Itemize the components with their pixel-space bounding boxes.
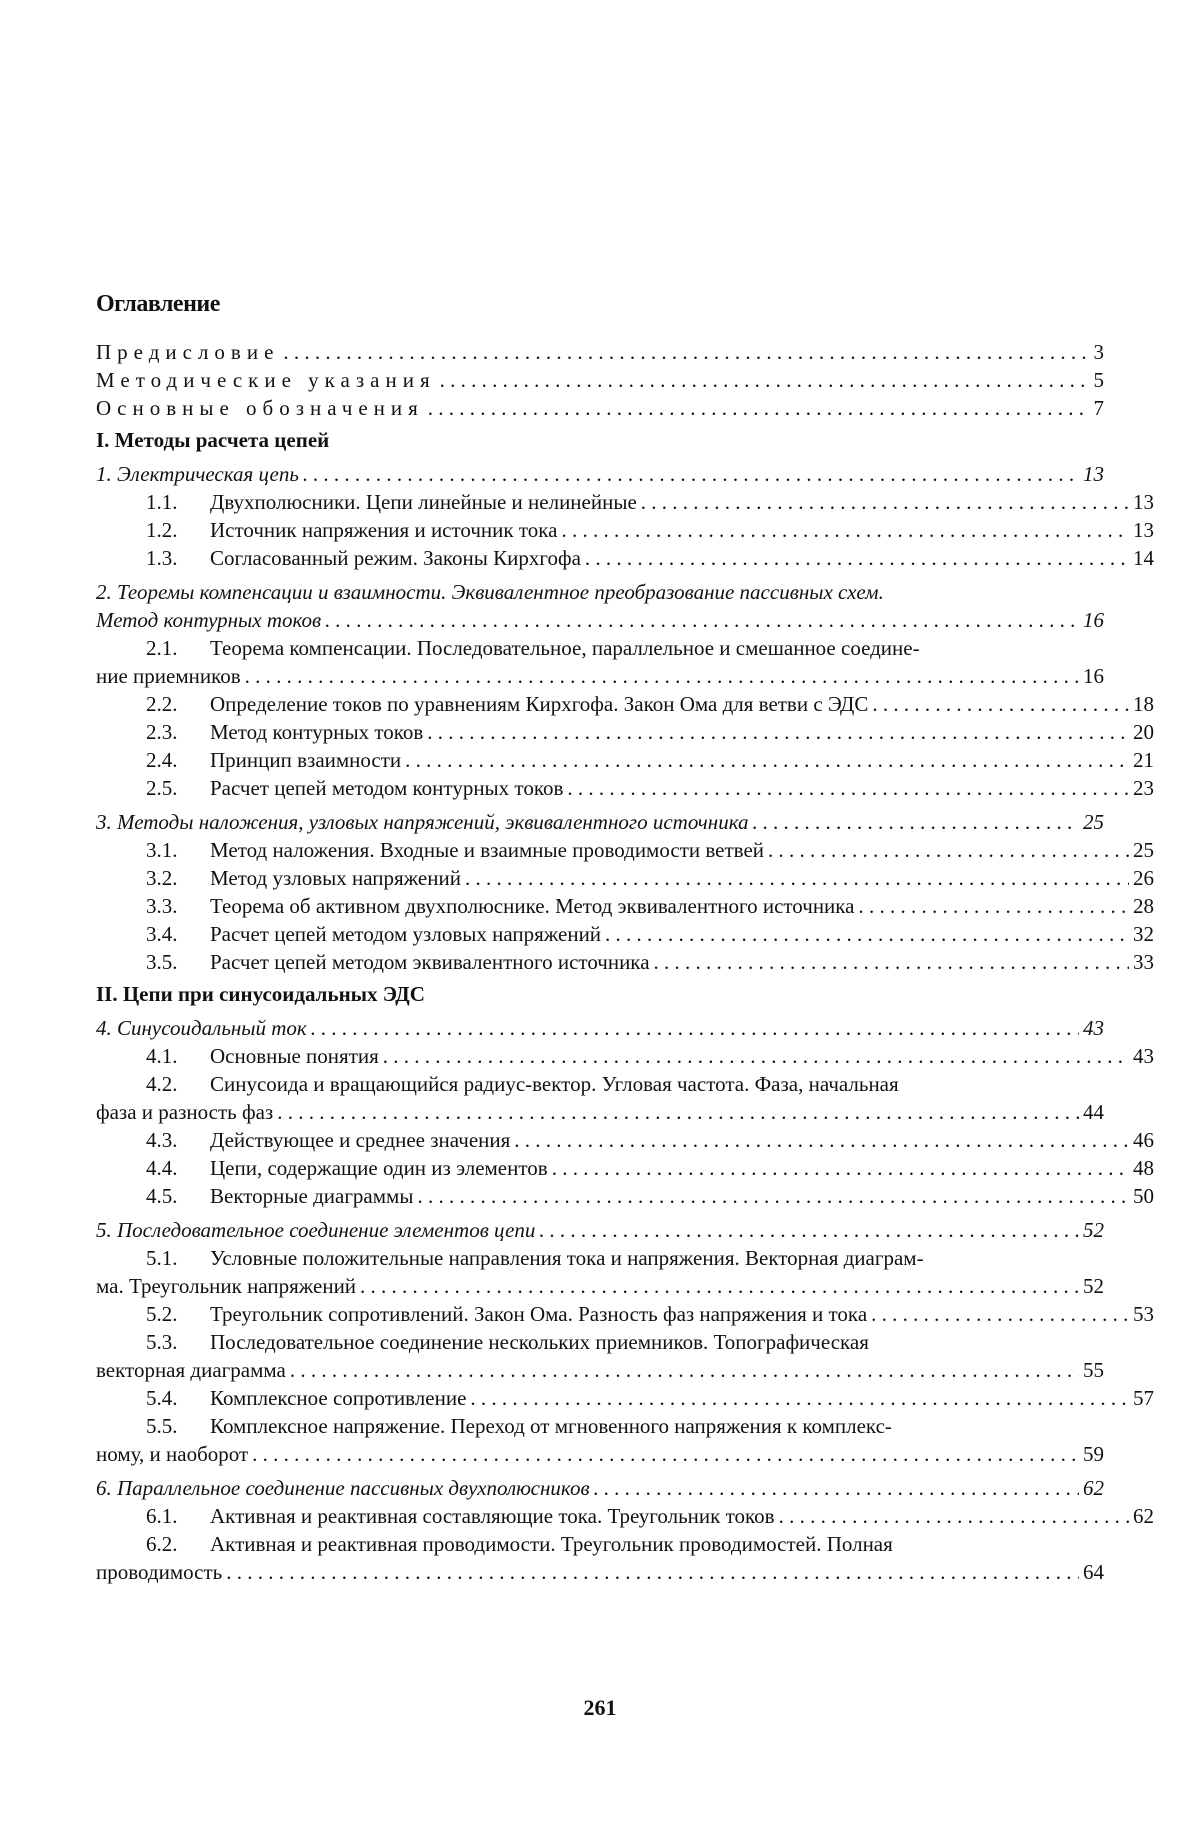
leader-dots (552, 1154, 1129, 1182)
section-number: 3.3. (146, 894, 178, 918)
toc-entry-text: Метод контурных токов (210, 720, 424, 744)
toc-entry-text: Методические указания (96, 368, 436, 392)
toc-section (96, 1126, 1154, 1154)
toc-section (96, 920, 1154, 948)
toc-entry-text: 6. Параллельное соединение пассивных двухполюсников (96, 1476, 590, 1500)
toc-entry-text: Метод наложения. Входные и взаимные проводимости ветвей (210, 838, 764, 862)
section-number: 4.1. (146, 1044, 178, 1068)
toc-page: 14 (1133, 546, 1154, 570)
toc-entry-text: проводимость (96, 1560, 223, 1584)
leader-dots (753, 808, 1079, 836)
section-number: 2.5. (146, 776, 178, 800)
section-number: 4.2. (146, 1072, 178, 1096)
toc-page: 55 (1083, 1358, 1104, 1382)
toc-entry-text: Теорема об активном двухполюснике. Метод эквивалентного источника (210, 894, 855, 918)
section-number: 1.3. (146, 546, 178, 570)
leader-dots (539, 1216, 1079, 1244)
toc-page: 18 (1133, 692, 1154, 716)
leader-dots (226, 1558, 1079, 1586)
toc-page: 16 (1083, 664, 1104, 688)
toc-section (96, 1244, 1104, 1300)
page-number: 261 (583, 1695, 617, 1720)
toc-section (96, 1530, 1104, 1586)
leader-dots (303, 460, 1079, 488)
toc-section (96, 892, 1154, 920)
toc-page: 25 (1133, 838, 1154, 862)
toc-entry-text: Активная и реактивная составляющие тока. Треугольник токов (210, 1504, 775, 1528)
section-number: 2.1. (146, 636, 178, 660)
toc-page: 57 (1133, 1386, 1154, 1410)
toc-page: 48 (1133, 1156, 1154, 1180)
toc-entry-text: Условные положительные направления тока и напряжения. Векторная диаграм- (210, 1246, 924, 1270)
leader-dots (585, 544, 1129, 572)
toc-entry-text: 1. Электрическая цепь (96, 462, 299, 486)
toc-page: 16 (1083, 608, 1104, 632)
toc-chapter-4 (96, 1014, 1104, 1042)
toc-section (96, 1412, 1104, 1468)
section-number: 4.5. (146, 1184, 178, 1208)
leader-dots (383, 1042, 1129, 1070)
toc-page: 25 (1083, 810, 1104, 834)
toc-entry-text: 4. Синусоидальный ток (96, 1016, 307, 1040)
toc-section (96, 836, 1154, 864)
toc-entry-text: Последовательное соединение нескольких приемников. Топографическая (210, 1330, 869, 1354)
section-number: 2.4. (146, 748, 178, 772)
toc-section (96, 516, 1154, 544)
leader-dots (779, 1502, 1129, 1530)
toc-page: 7 (1093, 396, 1104, 420)
toc-entry-text: Принцип взаимности (210, 748, 402, 772)
toc-entry-text: Основные обозначения (96, 396, 424, 420)
leader-dots (641, 488, 1129, 516)
toc-entry-text: Предисловие (96, 340, 280, 364)
leader-dots (567, 774, 1129, 802)
toc-chapter-3 (96, 808, 1104, 836)
toc-entry-text: Двухполюсники. Цепи линейные и нелинейные (210, 490, 637, 514)
leader-dots (283, 338, 1089, 366)
toc-page: 64 (1083, 1560, 1104, 1584)
toc-page: 33 (1133, 950, 1154, 974)
toc-entry-text: 2. Теоремы компенсации и взаимности. Эквивалентное преобразование пассивных схем. (96, 580, 884, 604)
toc-page: 62 (1133, 1504, 1154, 1528)
toc-chapter-1 (96, 460, 1104, 488)
toc-section (96, 718, 1154, 746)
toc-page: 20 (1133, 720, 1154, 744)
section-number: 3.4. (146, 922, 178, 946)
toc-page: 13 (1133, 490, 1154, 514)
toc-page: 43 (1083, 1016, 1104, 1040)
toc-page: 26 (1133, 866, 1154, 890)
leader-dots (311, 1014, 1079, 1042)
toc-entry-text: Цепи, содержащие один из элементов (210, 1156, 548, 1180)
toc-entry-text: Согласованный режим. Законы Кирхгофа (210, 546, 581, 570)
toc-section (96, 774, 1154, 802)
toc-entry-text: 5. Последовательное соединение элементов цепи (96, 1218, 536, 1242)
leader-dots (405, 746, 1129, 774)
toc-page: 5 (1093, 368, 1104, 392)
leader-dots (417, 1182, 1129, 1210)
section-number: 5.5. (146, 1414, 178, 1438)
toc-chapter-2 (96, 578, 1104, 634)
toc-entry-text: Комплексное сопротивление (210, 1386, 467, 1410)
section-number: 4.4. (146, 1156, 178, 1180)
section-number: 5.1. (146, 1246, 178, 1270)
toc-page: 44 (1083, 1100, 1104, 1124)
toc-section (96, 488, 1154, 516)
toc-section (96, 1384, 1154, 1412)
toc-section (96, 864, 1154, 892)
toc-section (96, 1182, 1154, 1210)
section-number: 5.3. (146, 1330, 178, 1354)
toc-page: 13 (1133, 518, 1154, 542)
toc-entry-text: Расчет цепей методом контурных токов (210, 776, 564, 800)
section-number: 1.1. (146, 490, 178, 514)
part-heading-2: II. Цепи при синусоидальных ЭДС (96, 982, 425, 1006)
toc-entry-text: Расчет цепей методом эквивалентного источника (210, 950, 650, 974)
leader-dots (561, 516, 1129, 544)
section-number: 6.1. (146, 1504, 178, 1528)
toc-page: 23 (1133, 776, 1154, 800)
toc-entry-text: Теорема компенсации. Последовательное, параллельное и смешанное соедине- (210, 636, 920, 660)
toc-page: 52 (1083, 1274, 1104, 1298)
leader-dots (427, 718, 1129, 746)
toc-chapter-6 (96, 1474, 1104, 1502)
toc-entry-text: Действующее и среднее значения (210, 1128, 511, 1152)
toc-entry-text: Синусоида и вращающийся радиус-вектор. Угловая частота. Фаза, начальная (210, 1072, 899, 1096)
toc-page: 21 (1133, 748, 1154, 772)
leader-dots (594, 1474, 1079, 1502)
section-number: 6.2. (146, 1532, 178, 1556)
leader-dots (245, 662, 1079, 690)
toc-page: 50 (1133, 1184, 1154, 1208)
table-of-contents (96, 290, 1154, 1586)
toc-page: 3 (1093, 340, 1104, 364)
section-number: 1.2. (146, 518, 178, 542)
toc-section (96, 634, 1104, 690)
section-number: 5.2. (146, 1302, 178, 1326)
toc-section (96, 544, 1154, 572)
toc-section (96, 690, 1154, 718)
toc-section (96, 1328, 1104, 1384)
toc-entry-text: векторная диаграмма (96, 1358, 286, 1382)
leader-dots (514, 1126, 1129, 1154)
leader-dots (252, 1440, 1079, 1468)
toc-entry-text: Векторные диаграммы (210, 1184, 414, 1208)
toc-page: 43 (1133, 1044, 1154, 1068)
section-number: 3.1. (146, 838, 178, 862)
toc-entry-text: Основные понятия (210, 1044, 379, 1068)
toc-entry-text: Активная и реактивная проводимости. Треугольник проводимостей. Полная (210, 1532, 893, 1556)
toc-entry-text: Определение токов по уравнениям Кирхгофа. Закон Ома для ветви с ЭДС (210, 692, 869, 716)
toc-section (96, 948, 1154, 976)
toc-section (96, 1070, 1104, 1126)
leader-dots (871, 1300, 1129, 1328)
toc-entry-text: Комплексное напряжение. Переход от мгновенного напряжения к комплекс- (210, 1414, 892, 1438)
section-number: 2.2. (146, 692, 178, 716)
toc-entry-text: ние приемников (96, 664, 241, 688)
toc-entry-text: Расчет цепей методом узловых напряжений (210, 922, 602, 946)
toc-entry-notation (96, 394, 1104, 422)
leader-dots (654, 948, 1129, 976)
leader-dots (277, 1098, 1079, 1126)
toc-entry-text: Метод контурных токов (96, 608, 322, 632)
leader-dots (859, 892, 1130, 920)
toc-page: 46 (1133, 1128, 1154, 1152)
toc-entry-preface (96, 338, 1104, 366)
toc-entry-text: фаза и разность фаз (96, 1100, 274, 1124)
toc-section (96, 1042, 1154, 1070)
toc-entry-text: 3. Методы наложения, узловых напряжений, эквивалентного источника (96, 810, 749, 834)
leader-dots (325, 606, 1079, 634)
page-title: Оглавление (96, 291, 220, 317)
leader-dots (440, 366, 1090, 394)
toc-page: 59 (1083, 1442, 1104, 1466)
toc-entry-text: Метод узловых напряжений (210, 866, 461, 890)
toc-page: 53 (1133, 1302, 1154, 1326)
toc-section (96, 1300, 1154, 1328)
toc-entry-text: ма. Треугольник напряжений (96, 1274, 357, 1298)
toc-page: 62 (1083, 1476, 1104, 1500)
toc-page: 52 (1083, 1218, 1104, 1242)
toc-entry-text: ному, и наоборот (96, 1442, 249, 1466)
section-number: 2.3. (146, 720, 178, 744)
section-number: 3.2. (146, 866, 178, 890)
part-heading-1: I. Методы расчета цепей (96, 428, 330, 452)
leader-dots (290, 1356, 1079, 1384)
toc-page: 28 (1133, 894, 1154, 918)
section-number: 3.5. (146, 950, 178, 974)
section-number: 4.3. (146, 1128, 178, 1152)
leader-dots (470, 1384, 1129, 1412)
toc-chapter-5 (96, 1216, 1104, 1244)
leader-dots (465, 864, 1129, 892)
toc-entry-text: Источник напряжения и источник тока (210, 518, 558, 542)
toc-entry-text: Треугольник сопротивлений. Закон Ома. Разность фаз напряжения и тока (210, 1302, 868, 1326)
leader-dots (428, 394, 1090, 422)
toc-section (96, 746, 1154, 774)
toc-page: 32 (1133, 922, 1154, 946)
toc-entry-guidelines (96, 366, 1104, 394)
leader-dots (768, 836, 1129, 864)
toc-section (96, 1502, 1154, 1530)
leader-dots (872, 690, 1129, 718)
leader-dots (360, 1272, 1079, 1300)
toc-section (96, 1154, 1154, 1182)
section-number: 5.4. (146, 1386, 178, 1410)
toc-page: 13 (1083, 462, 1104, 486)
leader-dots (605, 920, 1129, 948)
